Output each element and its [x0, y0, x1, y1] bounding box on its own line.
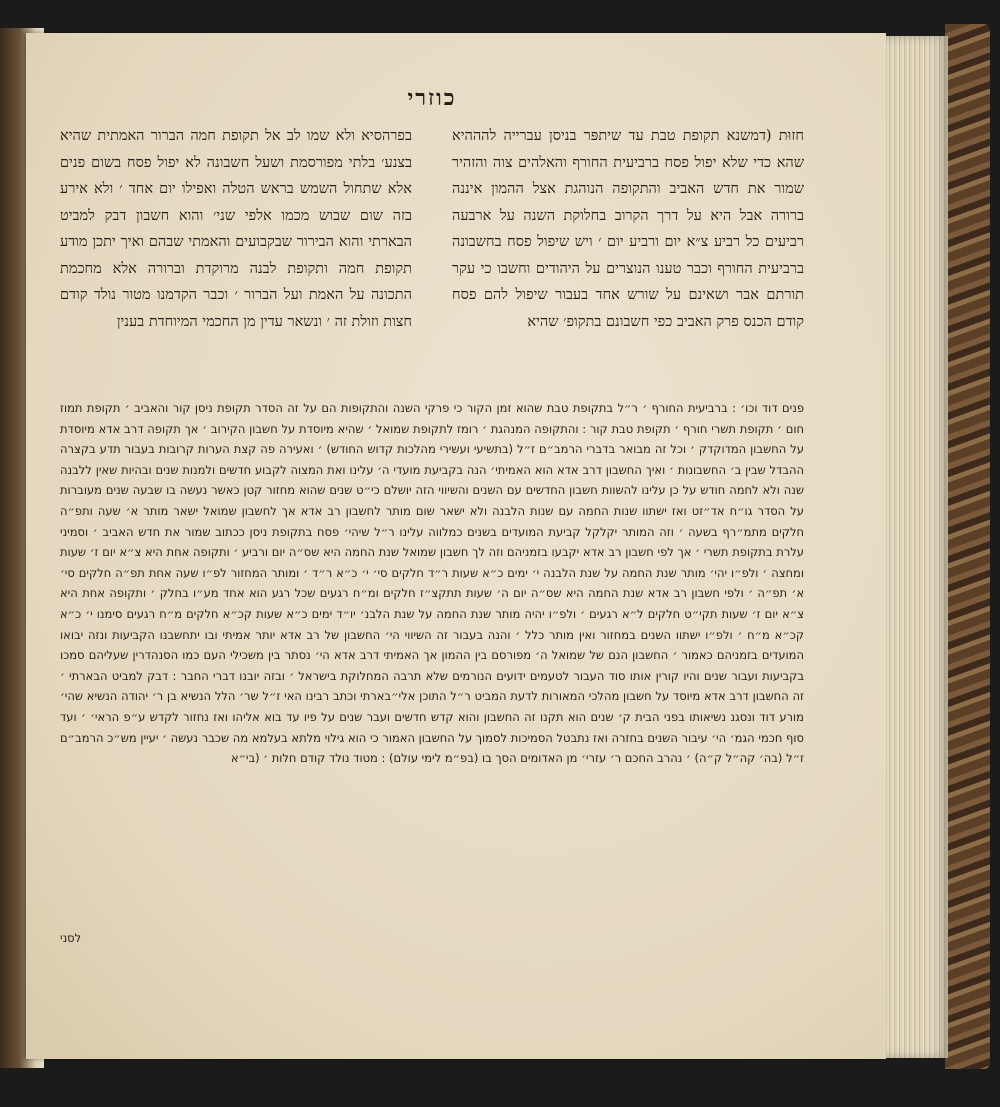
book-cover-marbled	[945, 24, 990, 1069]
commentary-block	[60, 398, 804, 933]
book-page	[26, 33, 886, 1059]
catchword: לסני	[60, 931, 82, 945]
main-text-column-left	[60, 123, 412, 378]
column-left-text: בפרהסיא ולא שמו לב אל תקופת חמה הברור האמתית שהיא בצנע׳ בלתי מפורסמת ושעל חשבונה לא יפול פסח בשום פנים אלא שתחול השמש בראש הטלה ואפילו יום אחד ׳ ולא אירע בזה שום שבוש מכמו אלפי שני׳ והוא חשבון דבק למביט הבארתי והוא הבירור שבקבועים והאמתי שבהם ואיך יתכן מודע תקופת חמה ותקופת לבנה מרוקדת וברורה אלא מחכמת התכונה על האמת ועל הברור ׳ וכבר הקדמנו מטור נולד קודם חצות וזולת זה ׳ ונשאר עדין מן החכמי המיוחדת בענין	[60, 128, 412, 330]
commentary-text: פנים דוד וכו׳ : ברביעית החורף ׳ ר״ל בתקופת טבת שהוא זמן הקור כי פרקי השנה והתקופות הם על זה הסדר תקופת ניסן קור והאביב ׳ תקופת תמוז חום ׳ תקופת תשרי חורף ׳ תקופת טבת קור : והתקופה המנהגת ׳ רומז לתקופת שמואל ׳ שהיא מיוסדת על חשבון הקירוב ׳ אך תקופה דרב אדא מיוסדת על החשבון המדוקדק ׳ וכל זה מבואר בדברי הרמב״ם ז״ל (בתשיעי ועשירי מהלכות קדוש החודש) ׳ ואעירה פה קצת הערות קרובות בעבור תדע בקצרה ההבדל שבין ב׳ החשבונות ׳ ואיך החשבון דרב אדא הוא האמיתי׳ הנה בקביעת מועדי ה׳ עלינו ואת המצוה לקבוע חדשים ולמנות שנים ובהיות שאין ללבנה שנה ולא לחמה חודש על כן עלינו להשוות חשבון החדשים עם השנים והשיווי הזה יושלם כי״ט שנים שהוא מחזור קטן כאשר נעשה בו שבעה שנים מעוברות על הסדר גו״ח אד״זט ואז ישתוו שנות החמה עם שנות הלבנה ולא ישאר שום מותר לחשבון רב אדא אך לחשבון שמואל ישאר מותר א׳ שעה ותפ״ה חלקים מתמ״רף בשעה ׳ וזה המותר יקלקל קביעת המועדים בשנים כמלווה עלינו ר״ל שיהי׳ פסח בתקופת ניסן ככתוב שמור את חדש האביב ׳ וסמיני עלרת בתקופת תשרי ׳ אך לפי חשבון רב אדא יקבעו בזמניהם וזה לך חשבון שמואל שנת החמה היא שס״ה יום ורביע ׳ ותקופה אחת היא צ״א יום ז׳ שעות ומחצה ׳ ולפ״ו יהי׳ מותר שנת החמה על שנת הלבנה י׳ ימים כ״א שעות ר״ד חלקים סי׳ י׳ כ״א ר״ד ׳ ומותר המחזור לפ״ו שעה אחת תפ״ה חלקים סי׳ א׳ תפ״ה ׳ ולפי חשבון רב אדא שנת החמה היא שס״ה יום ה׳ שעות תתקצ״ז חלקים ומ״ח רגעים שכל רגע הוא אחד מע״ו בחלק ׳ ותקופה אחת היא צ״א יום ז׳ שעות תקי״ט חלקים ל״א רגעים ׳ ולפ״ו יהיה מותר שנת החמה על שנת הלבנ׳ יו״ד ימים כ״א שעות קכ״א חלקים מ״ח רגעים סימנו י׳ כ״א קכ״א מ״ח ׳ ולפ״ו ישתוו השנים במחזור ואין מותר כלל ׳ והנה בעבור זה השיווי הי׳ החשבון של רב אדא יותר אמיתי ובו יתחשבנו הקביעות ונזה יבואו המועדים בזמניהם כאמור ׳ החשבון הנם של שמואל ה׳ מפורסם בין ההמון אך האמיתי דרב אדא הי׳ נסתר בין משכילי העם כמו הסנהדרין שעליהם סמכו בקביעות ועבור שנים והיו קורין אותו סוד העבור לטעמים ידועים הנורמים שלא תרבה המחלוקת בישראל ׳ ובזה יובנו דברי החבר : דבק למביט הבארתי ׳ זה החשבון דרב אדא מיוסד על חשבון מהלכי המאורות לדעת המביט ר״ל התוכן אלי״בארתי וכתב רבינו האי ז״ל שר׳ הלל הנשיא בן ר׳ יהודה הנשיא שהי׳ מורע דוד ונסגנ נשיאותו בפני הבית ק׳ שנים הוא תקנו זה החשבון והוא קדש חדשים ועבר שנים על פיו עד בוא אליהו ואז נחזור לקדש ע״פ הראי׳ ׳ ועד סוף חכמי הגמ׳ הי׳ עיבור השנים בחזרה ואז נתבטל הסמיכות לסמוך על החשבון האמור כי הוא גילוי מלתא בעלמא מה שכבר נעשה ׳ יעיין מש״כ הרמב״ם ז״ל (בה׳ קה״ל ק״ה) ׳ נהרב החכם ר׳ עזרי׳ מן האדומים הסך בו (בפ״מ לימי עולם) : מטוד נולד קודם חלות ׳ (בי״א	[60, 401, 804, 766]
running-head: כוזרי	[407, 85, 457, 111]
column-right-text: חזוּת (דמשנא תקופת טבת עד שיתפּר בניסן עברייה להההיא שהא כדי שלא יפול פסח ברביעית החורף והאלהים צוה והזהיר שמור את חדש האביב והתקופה הנוהגת אצל ההמון איננה ברורה אבל היא על דרך הקרוב בחלוקת השנה על ארבעה רביעים כל רביע צ״א יום ורביע יום ׳ ויש שיפול פסח בחשבונה ברביעית החורף וכבר טענו הנוצרים על היהודים וחשבו כי עקר תורתם אבר ושאינם על שורש אחד בעבור שיפול להם פסח קודם הכנס פרק האביב כפי חשבונם בתקופ׳ שהיא	[452, 128, 804, 330]
main-text-columns	[60, 123, 804, 378]
main-text-column-right	[452, 123, 804, 378]
page-content	[60, 85, 804, 1025]
